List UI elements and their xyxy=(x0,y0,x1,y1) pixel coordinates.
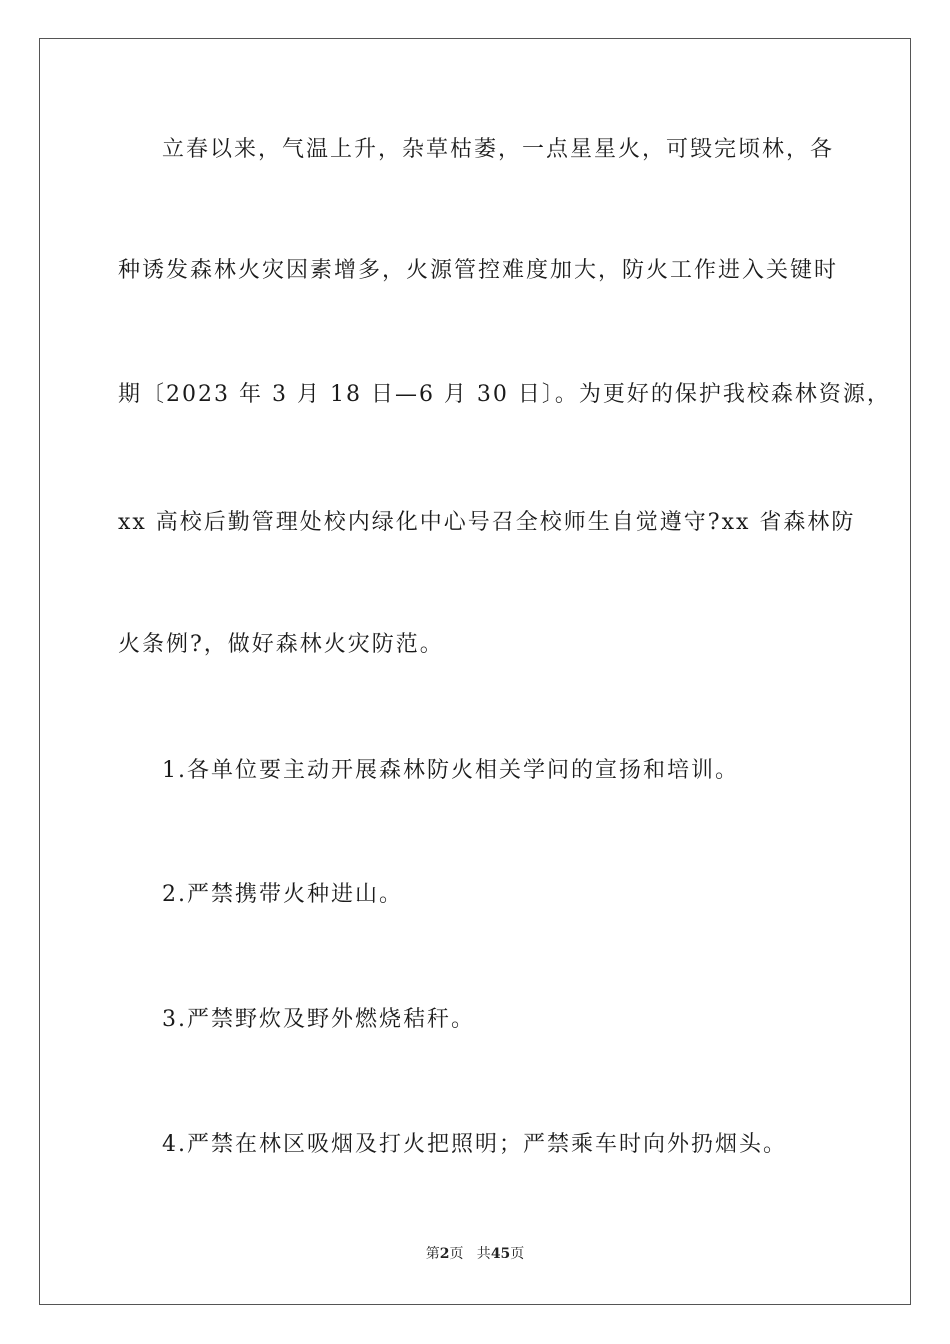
footer-page-prefix: 第 xyxy=(425,1246,440,1262)
list-item: 2.严禁携带火种进山。 xyxy=(162,882,403,907)
footer-total-pages: 45 xyxy=(490,1246,511,1262)
paragraph-line: 期〔2023 年 3 月 18 日—6 月 30 日〕。为更好的保护我校森林资源， xyxy=(118,382,891,407)
paragraph-line: 立春以来，气温上升，杂草枯萎，一点星星火，可毁完顷林，各 xyxy=(162,137,835,162)
footer-total-suffix: 页 xyxy=(510,1246,525,1262)
page-footer xyxy=(0,1243,950,1263)
page-border xyxy=(39,38,911,1305)
footer-page-suffix: 页 共 xyxy=(449,1246,491,1262)
footer-page-number: 2 xyxy=(439,1246,450,1262)
list-item: 3.严禁野炊及野外燃烧秸秆。 xyxy=(162,1007,475,1032)
paragraph-line: xx 高校后勤管理处校内绿化中心号召全校师生自觉遵守?xx 省森林防 xyxy=(118,510,856,535)
list-item: 1.各单位要主动开展森林防火相关学问的宣扬和培训。 xyxy=(162,758,739,783)
paragraph-line: 火条例?，做好森林火灾防范。 xyxy=(118,632,444,657)
list-item: 4.严禁在林区吸烟及打火把照明；严禁乘车时向外扔烟头。 xyxy=(162,1132,787,1157)
paragraph-line: 种诱发森林火灾因素增多，火源管控难度加大，防火工作进入关键时 xyxy=(118,258,839,283)
